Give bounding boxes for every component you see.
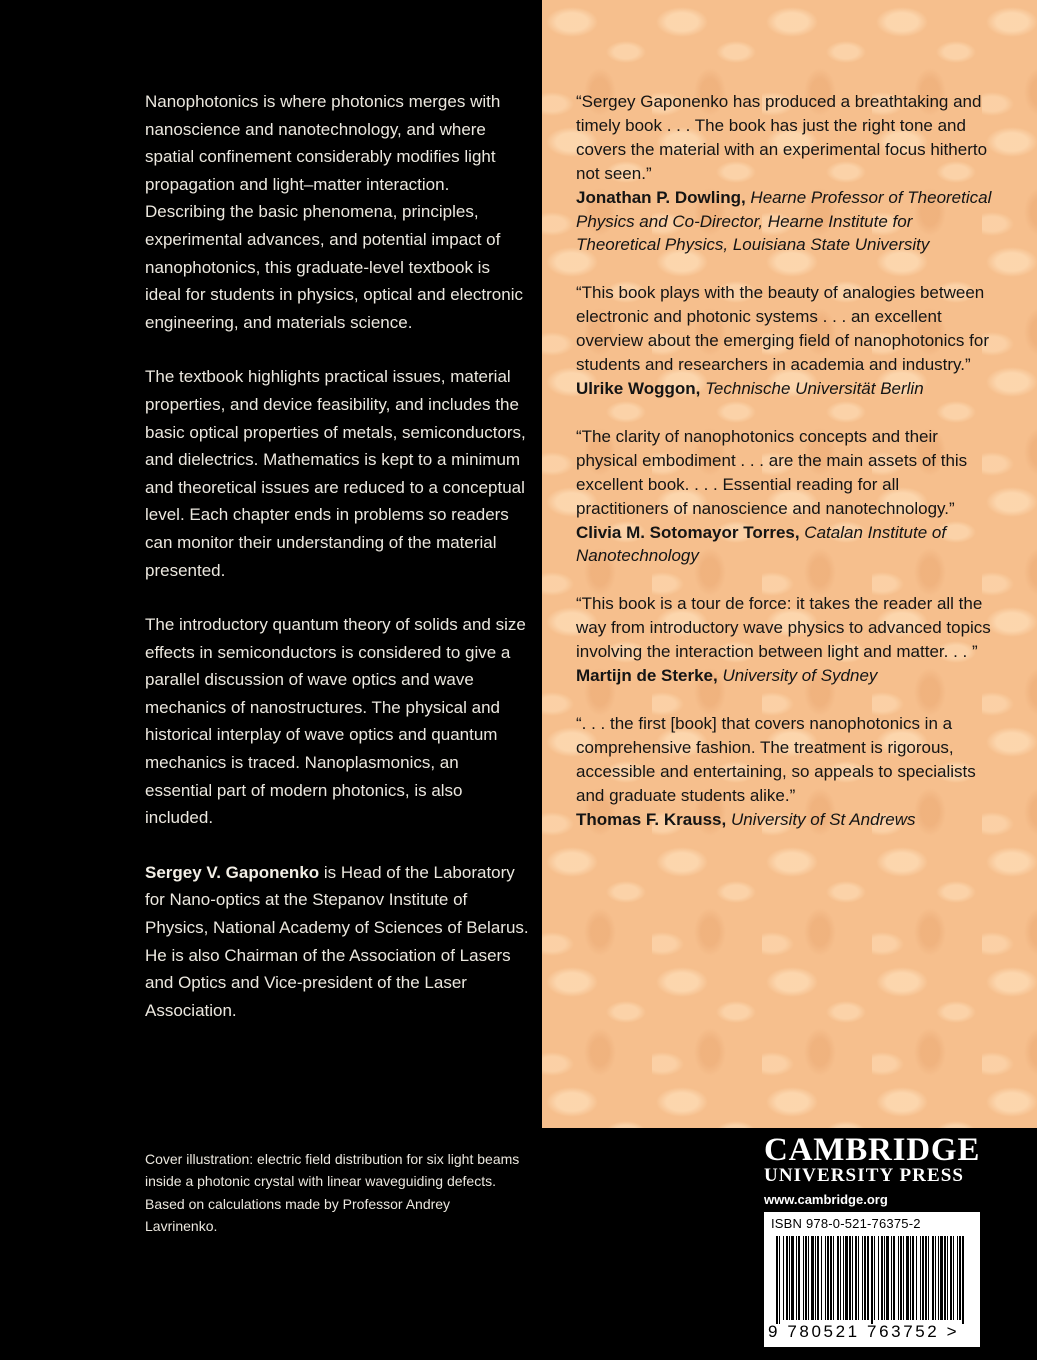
barcode-bar bbox=[803, 1236, 804, 1320]
reviewer-affiliation: Technische Universität Berlin bbox=[700, 378, 924, 398]
barcode-bar bbox=[881, 1236, 883, 1320]
author-bio bbox=[145, 859, 530, 1025]
barcode-bar bbox=[920, 1236, 921, 1320]
reviewer-affiliation: University of St Andrews bbox=[726, 809, 916, 829]
barcode-bar bbox=[925, 1236, 927, 1320]
isbn-barcode bbox=[764, 1212, 980, 1347]
quote-text: “This book is a tour de force: it takes the reader all the way from introductory wave physics to advanced topics involving the interaction between light and matter. . . ” bbox=[576, 594, 991, 662]
reviewer-name: Ulrike Woggon, bbox=[576, 378, 701, 398]
quote-text: “. . . the first [book] that covers nanophotonics in a comprehensive fashion. The treatment is rigorous, accessible and entertaining, so appeals to specialists and graduate students alike.” bbox=[576, 713, 976, 805]
blurb-column bbox=[145, 88, 530, 1024]
blurb-paragraph-1: Nanophotonics is where photonics merges with nanoscience and nanotechnology, and where spatial confinement considerably modifies light propagation and light–matter interaction. Describing the basic phenomena, principles, experimental advances, and potential impact of nanophotonics, this graduate-level textbook is ideal for students in physics, optical and electronic engineering, and materials science. bbox=[145, 92, 523, 332]
barcode-digits: 9 780521 763752 > bbox=[768, 1322, 960, 1341]
barcode-bar bbox=[886, 1236, 889, 1320]
barcode-bar bbox=[900, 1236, 902, 1320]
reviewer-name: Martijn de Sterke, bbox=[576, 666, 718, 686]
barcode-bar bbox=[815, 1236, 816, 1320]
barcode-bar bbox=[798, 1236, 800, 1320]
barcode-bar bbox=[858, 1236, 859, 1320]
barcode-bar bbox=[843, 1236, 844, 1320]
barcode-bar bbox=[903, 1236, 904, 1320]
publisher-name: CAMBRIDGE bbox=[764, 1132, 981, 1168]
quote-attribution bbox=[576, 377, 996, 401]
blurb-paragraph-3: The introductory quantum theory of solids and size effects in semiconductors is considered to give a parallel discussion of wave optics and wave mechanics of nanostructures. The physical and historical interplay of wave optics and quantum mechanics is traced. Nanoplasmonics, an essential part of modern photonics, is also included. bbox=[145, 615, 526, 828]
barcode-bar bbox=[862, 1236, 863, 1320]
barcode-bar bbox=[916, 1236, 917, 1320]
barcode-bar bbox=[817, 1236, 819, 1320]
barcode-bar bbox=[947, 1236, 948, 1320]
barcode-bar bbox=[786, 1236, 788, 1320]
barcode-bar bbox=[808, 1236, 809, 1320]
barcode-bar bbox=[821, 1236, 822, 1320]
barcode-bar bbox=[789, 1236, 790, 1320]
review-quote bbox=[576, 90, 996, 257]
barcode-bar bbox=[805, 1236, 807, 1320]
review-quote bbox=[576, 281, 996, 401]
barcode-bar bbox=[957, 1236, 958, 1320]
barcode-bar bbox=[811, 1236, 814, 1320]
reviewer-name: Clivia M. Sotomayor Torres, bbox=[576, 522, 800, 542]
barcode-bar bbox=[884, 1236, 885, 1320]
barcode-bar bbox=[898, 1236, 899, 1320]
barcode-bar bbox=[950, 1236, 952, 1320]
quote-attribution bbox=[576, 664, 996, 688]
barcode-bar bbox=[932, 1236, 934, 1320]
barcode-bar bbox=[867, 1236, 869, 1320]
barcode-bar bbox=[849, 1236, 851, 1320]
barcode-bar bbox=[912, 1236, 914, 1320]
barcode-bar bbox=[940, 1236, 943, 1320]
quote-attribution bbox=[576, 521, 996, 569]
barcode-bar bbox=[779, 1236, 780, 1324]
barcode-bar bbox=[833, 1236, 834, 1320]
barcode-bar bbox=[874, 1236, 875, 1320]
barcode-bar bbox=[825, 1236, 826, 1320]
publisher-url: www.cambridge.org bbox=[764, 1192, 888, 1207]
quote-attribution bbox=[576, 186, 996, 258]
publisher-logo bbox=[764, 1132, 979, 1207]
barcode-bar bbox=[935, 1236, 936, 1320]
barcode-bar bbox=[783, 1236, 784, 1320]
quote-text: “The clarity of nanophotonics concepts and their physical embodiment . . . are the main assets of this excellent book. . . . Essential reading for all practitioners of nanoscience and nanotechnology.” bbox=[576, 426, 968, 518]
barcode-bar bbox=[959, 1236, 961, 1320]
barcode-bar bbox=[840, 1236, 841, 1320]
barcode-bar bbox=[791, 1236, 794, 1320]
quote-attribution bbox=[576, 808, 996, 832]
barcode-bar bbox=[944, 1236, 946, 1320]
quote-text: “This book plays with the beauty of analogies between electronic and photonic systems . . . an excellent overview about the emerging field of nanophotonics for students and researchers in academia and industry.” bbox=[576, 283, 989, 375]
review-quote bbox=[576, 712, 996, 832]
barcode-bar bbox=[953, 1236, 954, 1320]
barcode-bar bbox=[906, 1236, 909, 1320]
barcode-bar bbox=[938, 1236, 939, 1320]
author-name: Sergey V. Gaponenko bbox=[145, 862, 320, 882]
reviewer-affiliation: Hearne Professor of Theoretical Physics and Co-Director, Hearne Institute for Theoretical Physics, Louisiana State University bbox=[576, 187, 992, 255]
barcode-bar bbox=[864, 1236, 866, 1320]
barcode-bar bbox=[871, 1236, 873, 1324]
review-quote bbox=[576, 425, 996, 568]
reviewer-name: Thomas F. Krauss, bbox=[576, 809, 727, 829]
barcode-bar bbox=[837, 1236, 839, 1320]
barcode-bar bbox=[891, 1236, 892, 1320]
reviewer-affiliation: Catalan Institute of Nanotechnology bbox=[576, 522, 947, 566]
isbn-label: ISBN 978-0-521-76375-2 bbox=[771, 1216, 921, 1231]
barcode-bar bbox=[776, 1236, 778, 1324]
author-bio-text: is Head of the Laboratory for Nano-optics at the Stepanov Institute of Physics, National Academy of Sciences of Belarus. He is also Chairman of the Association of Lasers and Optics and Vice-president of the Laser Association. bbox=[145, 862, 529, 1020]
barcode-bar bbox=[893, 1236, 895, 1320]
barcode-bar bbox=[852, 1236, 853, 1320]
review-quote bbox=[576, 592, 996, 688]
barcode-bar bbox=[827, 1236, 829, 1320]
barcode-bar bbox=[878, 1236, 879, 1320]
barcode-bar bbox=[830, 1236, 832, 1320]
publisher-subtitle: UNIVERSITY PRESS bbox=[764, 1165, 965, 1186]
cover-illustration-credit: Cover illustration: electric field distribution for six light beams inside a photonic crystal with linear waveguiding defects. Based on calculations made by Professor Andrey Lavrinenko. bbox=[145, 1151, 520, 1235]
reviewer-affiliation: University of Sydney bbox=[717, 666, 878, 686]
barcode-bar bbox=[962, 1236, 964, 1324]
reviewer-name: Jonathan P. Dowling, bbox=[576, 187, 746, 207]
barcode-bar bbox=[928, 1236, 929, 1320]
barcode-bar bbox=[922, 1236, 924, 1320]
quote-text: “Sergey Gaponenko has produced a breathtaking and timely book . . . The book has just the right tone and covers the material with an experimental focus hitherto not seen.” bbox=[576, 92, 988, 183]
barcode-bar bbox=[796, 1236, 797, 1320]
barcode-bar bbox=[845, 1236, 848, 1320]
review-quotes bbox=[576, 90, 996, 855]
barcode-bar bbox=[855, 1236, 857, 1320]
barcode-bar bbox=[910, 1236, 911, 1320]
blurb-paragraph-2: The textbook highlights practical issues, material properties, and device feasibility, and includes the basic optical properties of metals, semiconductors, and dielectrics. Mathematics is kept to a minimum and theoretical issues are reduced to a conceptual level. Each chapter ends in problems so readers can monitor their understanding of the material presented. bbox=[145, 367, 526, 580]
